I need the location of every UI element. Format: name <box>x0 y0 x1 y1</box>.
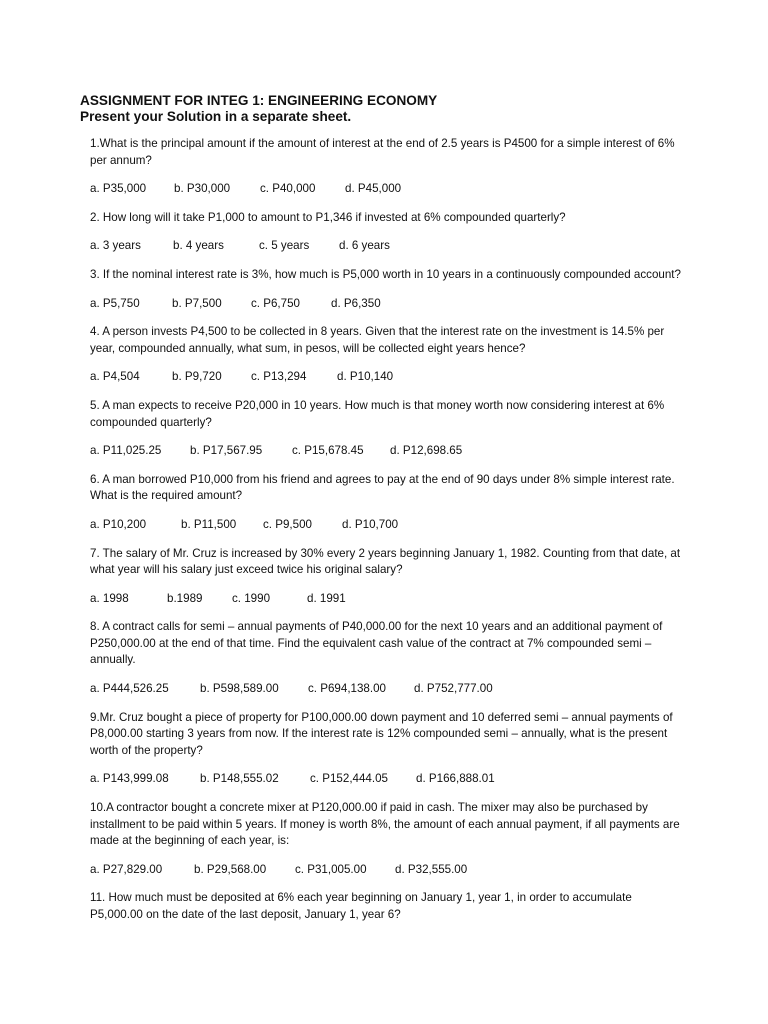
answer-choice: a. P5,750 <box>90 296 140 310</box>
answer-choice: d. P10,140 <box>337 370 394 384</box>
answer-choices <box>90 181 690 198</box>
question-text: 6. A man borrowed P10,000 from his friend and agrees to pay at the end of 90 days under 8% simple interest rate. What is the required amount? <box>90 472 675 503</box>
answer-choice: a. P4,504 <box>90 370 140 384</box>
question-item <box>90 619 690 697</box>
question-item <box>90 800 690 878</box>
assignment-title: ASSIGNMENT FOR INTEG 1: ENGINEERING ECONOMY <box>80 93 438 108</box>
answer-choice: b. P30,000 <box>174 182 231 196</box>
question-item <box>90 324 690 386</box>
answer-choice: b. 4 years <box>173 239 224 253</box>
answer-choices <box>90 369 690 386</box>
answer-choice: d. P166,888.01 <box>416 772 495 786</box>
answer-choice: a. P11,025.25 <box>90 444 162 458</box>
answer-choices <box>90 238 690 255</box>
document-header <box>80 93 720 125</box>
answer-choice: a. P35,000 <box>90 182 147 196</box>
question-text: 7. The salary of Mr. Cruz is increased by 30% every 2 years beginning January 1, 1982. Counting from that date, at what year will his salary just exceed twice his original salary? <box>90 546 681 577</box>
answer-choice: c. P31,005.00 <box>295 862 367 876</box>
question-text: 3. If the nominal interest rate is 3%, how much is P5,000 worth in 10 years in a continuously compounded account? <box>90 267 681 281</box>
answer-choice: c. P13,294 <box>251 370 307 384</box>
question-item <box>90 267 690 312</box>
question-item <box>90 890 690 923</box>
answer-choice: a. 3 years <box>90 239 141 253</box>
question-text: 5. A man expects to receive P20,000 in 10 years. How much is that money worth now considering interest at 6% compounded quarterly? <box>90 398 665 429</box>
answer-choice: c. P40,000 <box>260 182 316 196</box>
answer-choice: a. P10,200 <box>90 517 147 531</box>
answer-choice: d. P12,698.65 <box>390 444 463 458</box>
answer-choice: c. P152,444.05 <box>310 772 388 786</box>
answer-choice: d. P10,700 <box>342 517 399 531</box>
question-item <box>90 710 690 788</box>
answer-choice: a. 1998 <box>90 591 129 605</box>
answer-choice: d. P32,555.00 <box>395 862 468 876</box>
question-text: 2. How long will it take P1,000 to amount to P1,346 if invested at 6% compounded quarterly? <box>90 210 566 224</box>
answer-choice: c. 1990 <box>232 591 271 605</box>
question-list <box>90 136 690 936</box>
answer-choice: b.1989 <box>167 591 203 605</box>
answer-choice: b. P9,720 <box>172 370 222 384</box>
answer-choice: a. P444,526.25 <box>90 682 169 696</box>
question-text: 8. A contract calls for semi – annual payments of P40,000.00 for the next 10 years and an additional payment of P250,000.00 at the end of that time. Find the equivalent cash value of the contract at 7% compounded semi – annually. <box>90 620 663 667</box>
answer-choice: a. P143,999.08 <box>90 772 169 786</box>
answer-choices <box>90 591 690 608</box>
answer-choice: d. P752,777.00 <box>414 682 493 696</box>
question-item <box>90 398 690 460</box>
answer-choices <box>90 517 690 534</box>
question-text: 1.What is the principal amount if the amount of interest at the end of 2.5 years is P4500 for a simple interest of 6% per annum? <box>90 137 675 167</box>
answer-choice: b. P11,500 <box>181 517 237 531</box>
answer-choice: b. P7,500 <box>172 296 222 310</box>
answer-choice: d. 1991 <box>307 591 346 605</box>
answer-choice: b. P598,589.00 <box>200 682 279 696</box>
question-item <box>90 472 690 534</box>
answer-choice: c. P15,678.45 <box>292 444 364 458</box>
question-item <box>90 136 690 198</box>
answer-choice: c. 5 years <box>259 239 310 253</box>
answer-choices <box>90 443 690 460</box>
question-item <box>90 210 690 255</box>
question-text: 10.A contractor bought a concrete mixer at P120,000.00 if paid in cash. The mixer may also be purchased by installment to be paid within 5 years. If money is worth 8%, the amount of each annual payment, if all payments are made at the beginning of each year, is: <box>90 801 680 848</box>
assignment-instruction: Present your Solution in a separate sheet. <box>80 109 352 124</box>
answer-choice: b. P17,567.95 <box>190 444 263 458</box>
answer-choice: c. P694,138.00 <box>308 682 386 696</box>
answer-choice: b. P29,568.00 <box>194 862 267 876</box>
answer-choice: d. P6,350 <box>331 296 381 310</box>
answer-choice: b. P148,555.02 <box>200 772 279 786</box>
answer-choice: c. P6,750 <box>251 296 300 310</box>
answer-choice: d. P45,000 <box>345 182 402 196</box>
answer-choice: a. P27,829.00 <box>90 862 163 876</box>
answer-choices <box>90 771 690 788</box>
answer-choices <box>90 681 690 698</box>
answer-choice: d. 6 years <box>339 239 390 253</box>
question-text: 11. How much must be deposited at 6% each year beginning on January 1, year 1, in order to accumulate P5,000.00 on the date of the last deposit, January 1, year 6? <box>90 891 632 921</box>
answer-choices <box>90 862 690 879</box>
question-item <box>90 546 690 608</box>
answer-choices <box>90 296 690 313</box>
answer-choice: c. P9,500 <box>263 517 312 531</box>
question-text: 9.Mr. Cruz bought a piece of property for P100,000.00 down payment and 10 deferred semi – annual payments of P8,000.00 starting 3 years from now. If the interest rate is 12% compounded semi – annually, what is the present worth of the property? <box>90 710 673 757</box>
question-text: 4. A person invests P4,500 to be collected in 8 years. Given that the interest rate on the investment is 14.5% per year, compounded annually, what sum, in pesos, will be collected eight years hence? <box>90 325 665 355</box>
